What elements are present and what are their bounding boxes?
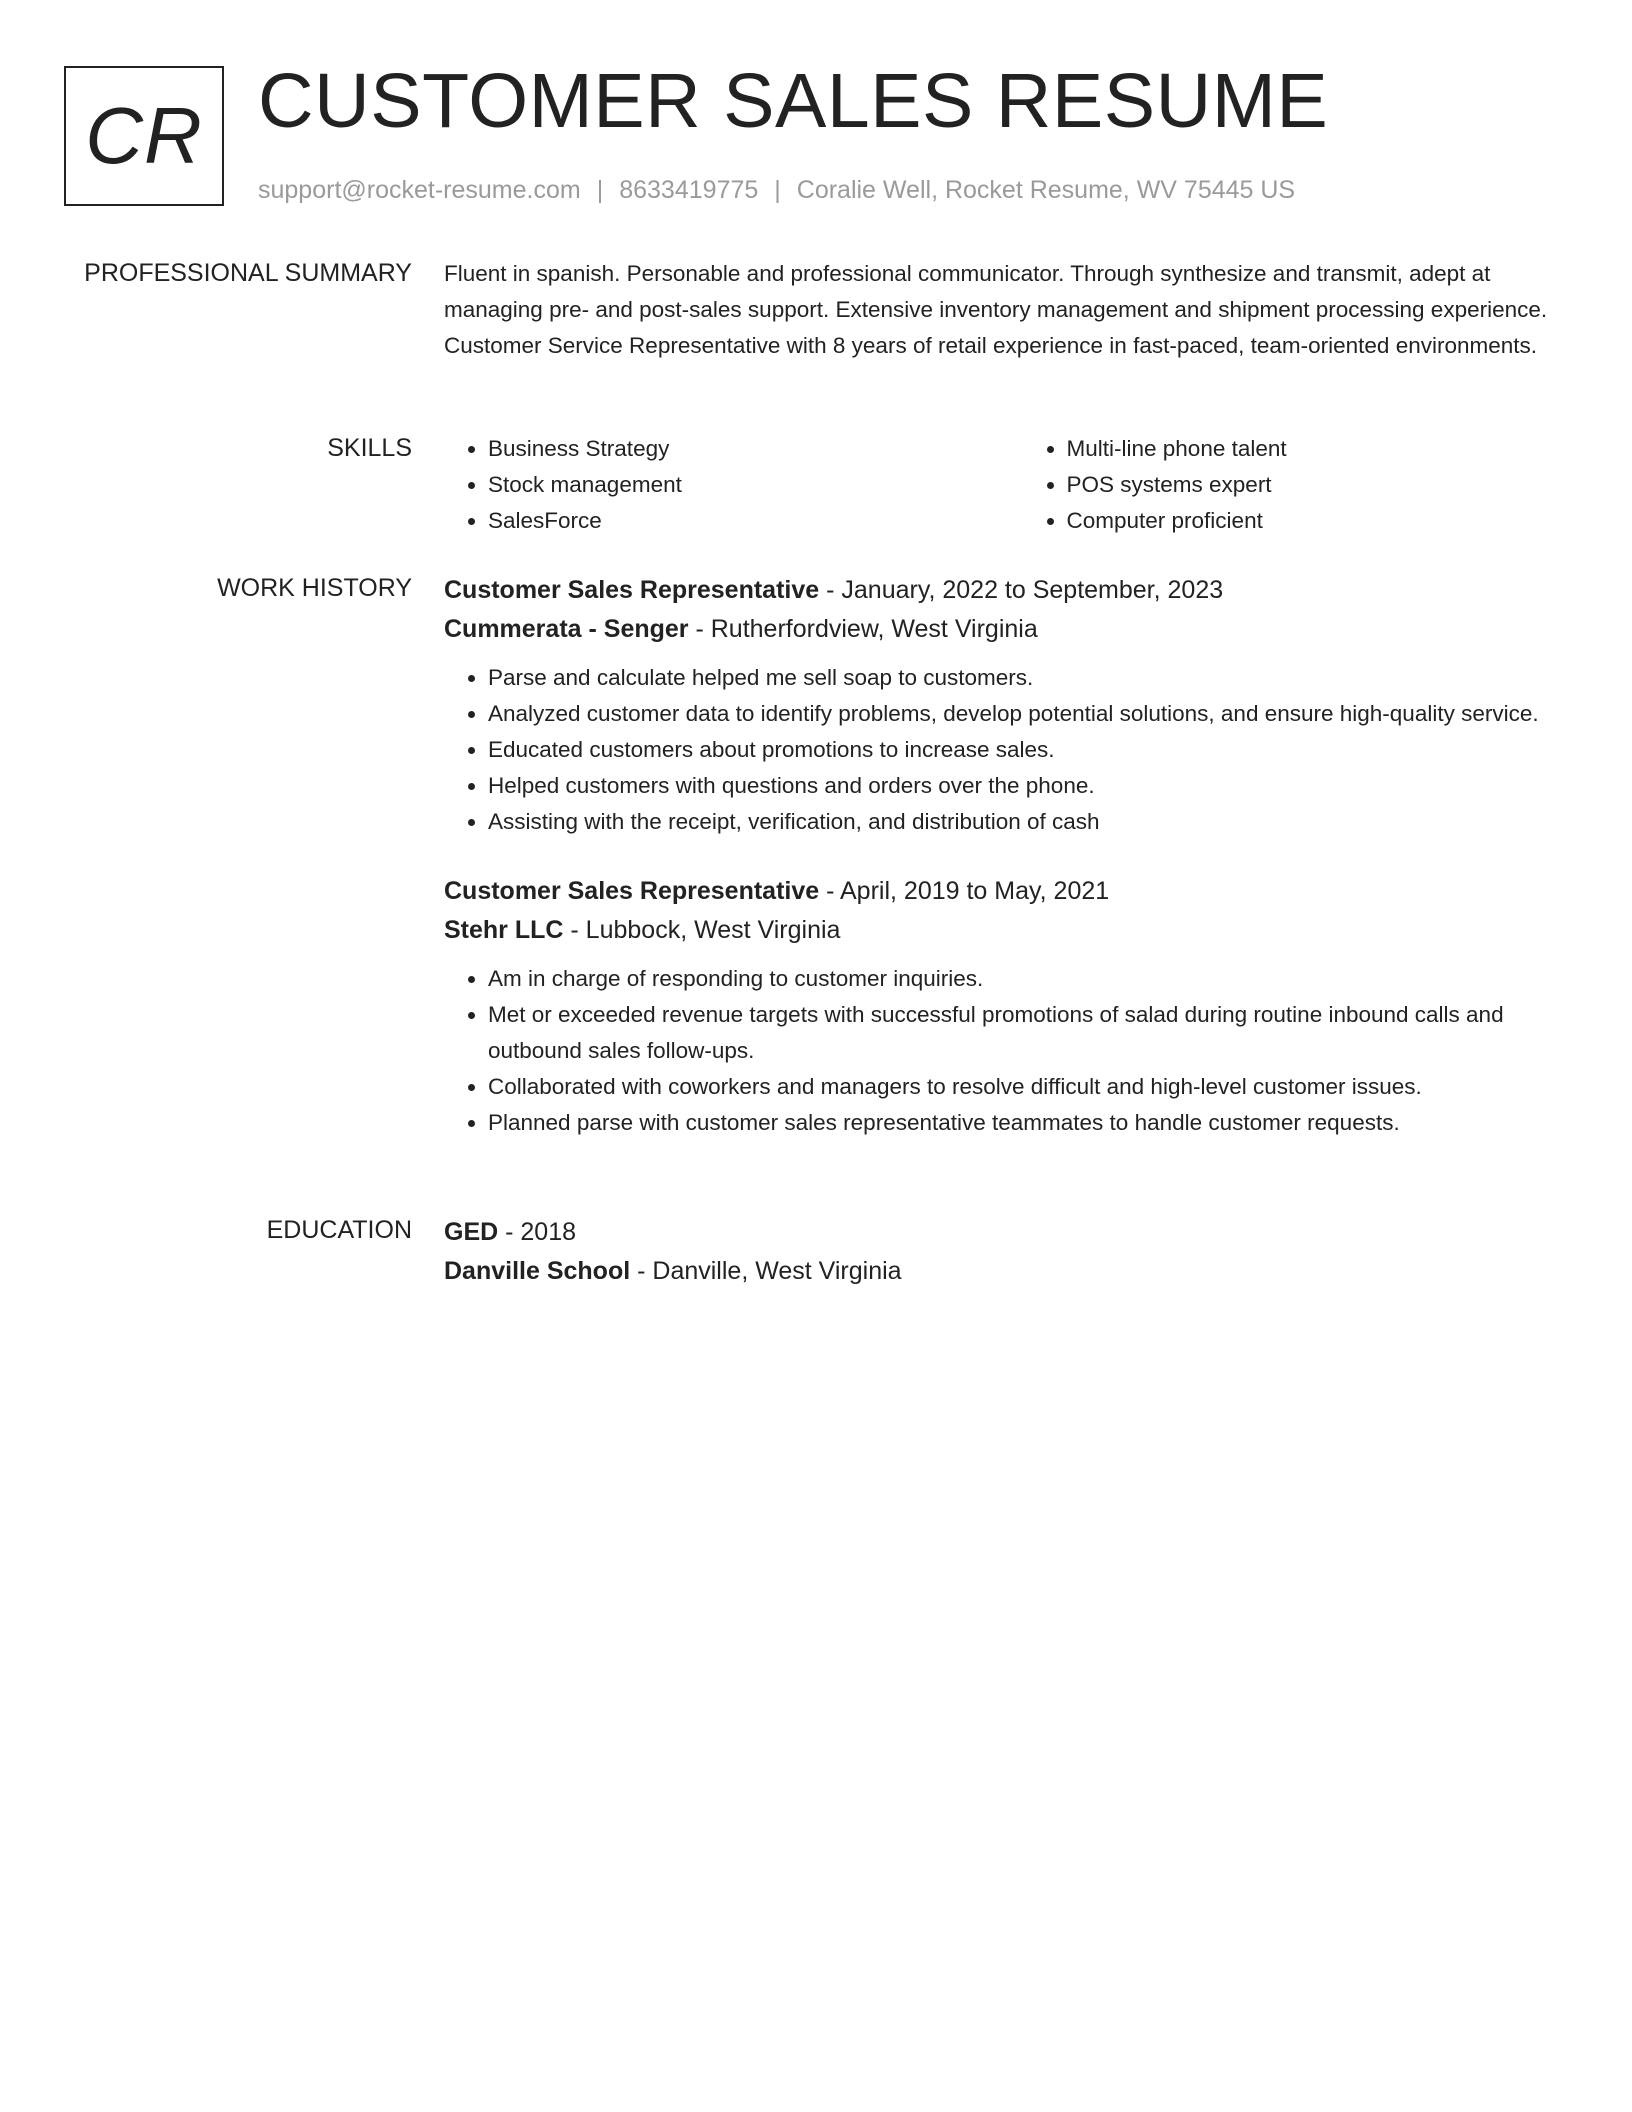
job-company-line <box>444 610 1556 649</box>
job-entry <box>444 571 1556 840</box>
education-body <box>444 1213 1556 1291</box>
job-duty: • Collaborated with coworkers and managers to resolve difficult and high-level customer issues. <box>488 1069 1556 1105</box>
job-duty: • Analyzed customer data to identify problems, develop potential solutions, and ensure high-quality service. <box>488 696 1556 732</box>
work-body <box>444 571 1556 1141</box>
education-school: Danville School <box>444 1257 631 1285</box>
job-duty: • Parse and calculate helped me sell soap to customers. <box>488 660 1556 696</box>
job-duty: • Educated customers about promotions to increase sales. <box>488 732 1556 768</box>
contact-separator: | <box>596 176 604 204</box>
job-company: Cummerata - Senger <box>444 615 689 643</box>
work-heading: WORK HISTORY <box>217 574 412 602</box>
summary-body <box>444 256 1556 364</box>
skills-body <box>444 431 1556 539</box>
job-title-line <box>444 571 1556 610</box>
skills-heading: SKILLS <box>327 434 412 462</box>
contact-line <box>258 174 1295 206</box>
job-duty: • Am in charge of responding to customer inquiries. <box>488 961 1556 997</box>
education-location: - Danville, West Virginia <box>630 1257 902 1285</box>
job-title: Customer Sales Representative <box>444 877 820 905</box>
summary-heading: PROFESSIONAL SUMMARY <box>84 259 412 287</box>
job-dates: - April, 2019 to May, 2021 <box>819 877 1110 905</box>
skill-item: • Multi-line phone talent <box>1067 431 1557 467</box>
education-degree: GED <box>444 1218 499 1246</box>
skill-item: • Computer proficient <box>1067 503 1557 539</box>
contact-phone: 8633419775 <box>619 176 759 204</box>
job-location: - Rutherfordview, West Virginia <box>688 615 1038 643</box>
job-duties-list <box>444 961 1556 1141</box>
skill-item: • SalesForce <box>488 503 978 539</box>
job-title: Customer Sales Representative <box>444 576 820 604</box>
job-duties-list <box>444 660 1556 840</box>
skills-columns <box>444 431 1556 539</box>
contact-email: support@rocket-resume.com <box>258 176 581 204</box>
job-duty: • Met or exceeded revenue targets with successful promotions of salad during routine inbound calls and outbound sales follow-ups. <box>488 997 1556 1069</box>
job-location: - Lubbock, West Virginia <box>563 916 841 944</box>
monogram-box <box>64 66 224 206</box>
education-degree-line <box>444 1213 1556 1252</box>
job-duty: • Assisting with the receipt, verification, and distribution of cash <box>488 804 1556 840</box>
education-school-line <box>444 1252 1556 1291</box>
job-company: Stehr LLC <box>444 916 564 944</box>
job-entry <box>444 872 1556 1141</box>
skill-item: • Business Strategy <box>488 431 978 467</box>
skill-item: • Stock management <box>488 467 978 503</box>
job-title-line <box>444 872 1556 911</box>
job-duty: • Helped customers with questions and orders over the phone. <box>488 768 1556 804</box>
skill-item: • POS systems expert <box>1067 467 1557 503</box>
skills-list-left <box>444 431 978 539</box>
contact-address: Coralie Well, Rocket Resume, WV 75445 US <box>796 176 1296 204</box>
skills-list-right <box>1023 431 1557 539</box>
contact-separator: | <box>774 176 781 204</box>
job-duty: • Planned parse with customer sales representative teammates to handle customer requests. <box>488 1105 1556 1141</box>
education-year: - 2018 <box>498 1218 577 1246</box>
education-heading: EDUCATION <box>266 1216 412 1244</box>
job-company-line <box>444 911 1556 950</box>
job-dates: - January, 2022 to September, 2023 <box>819 576 1224 604</box>
summary-text: Fluent in spanish. Personable and professional communicator. Through synthesize and transmit, adept at managing pre- and post-sales support. Extensive inventory management and shipment processing experience. Customer Service Representative with 8 years of retail experience in fast-paced, team-oriented environments. <box>444 261 1548 358</box>
resume-title: CUSTOMER SALES RESUME <box>258 58 1329 144</box>
monogram-initials: CR <box>85 91 203 180</box>
